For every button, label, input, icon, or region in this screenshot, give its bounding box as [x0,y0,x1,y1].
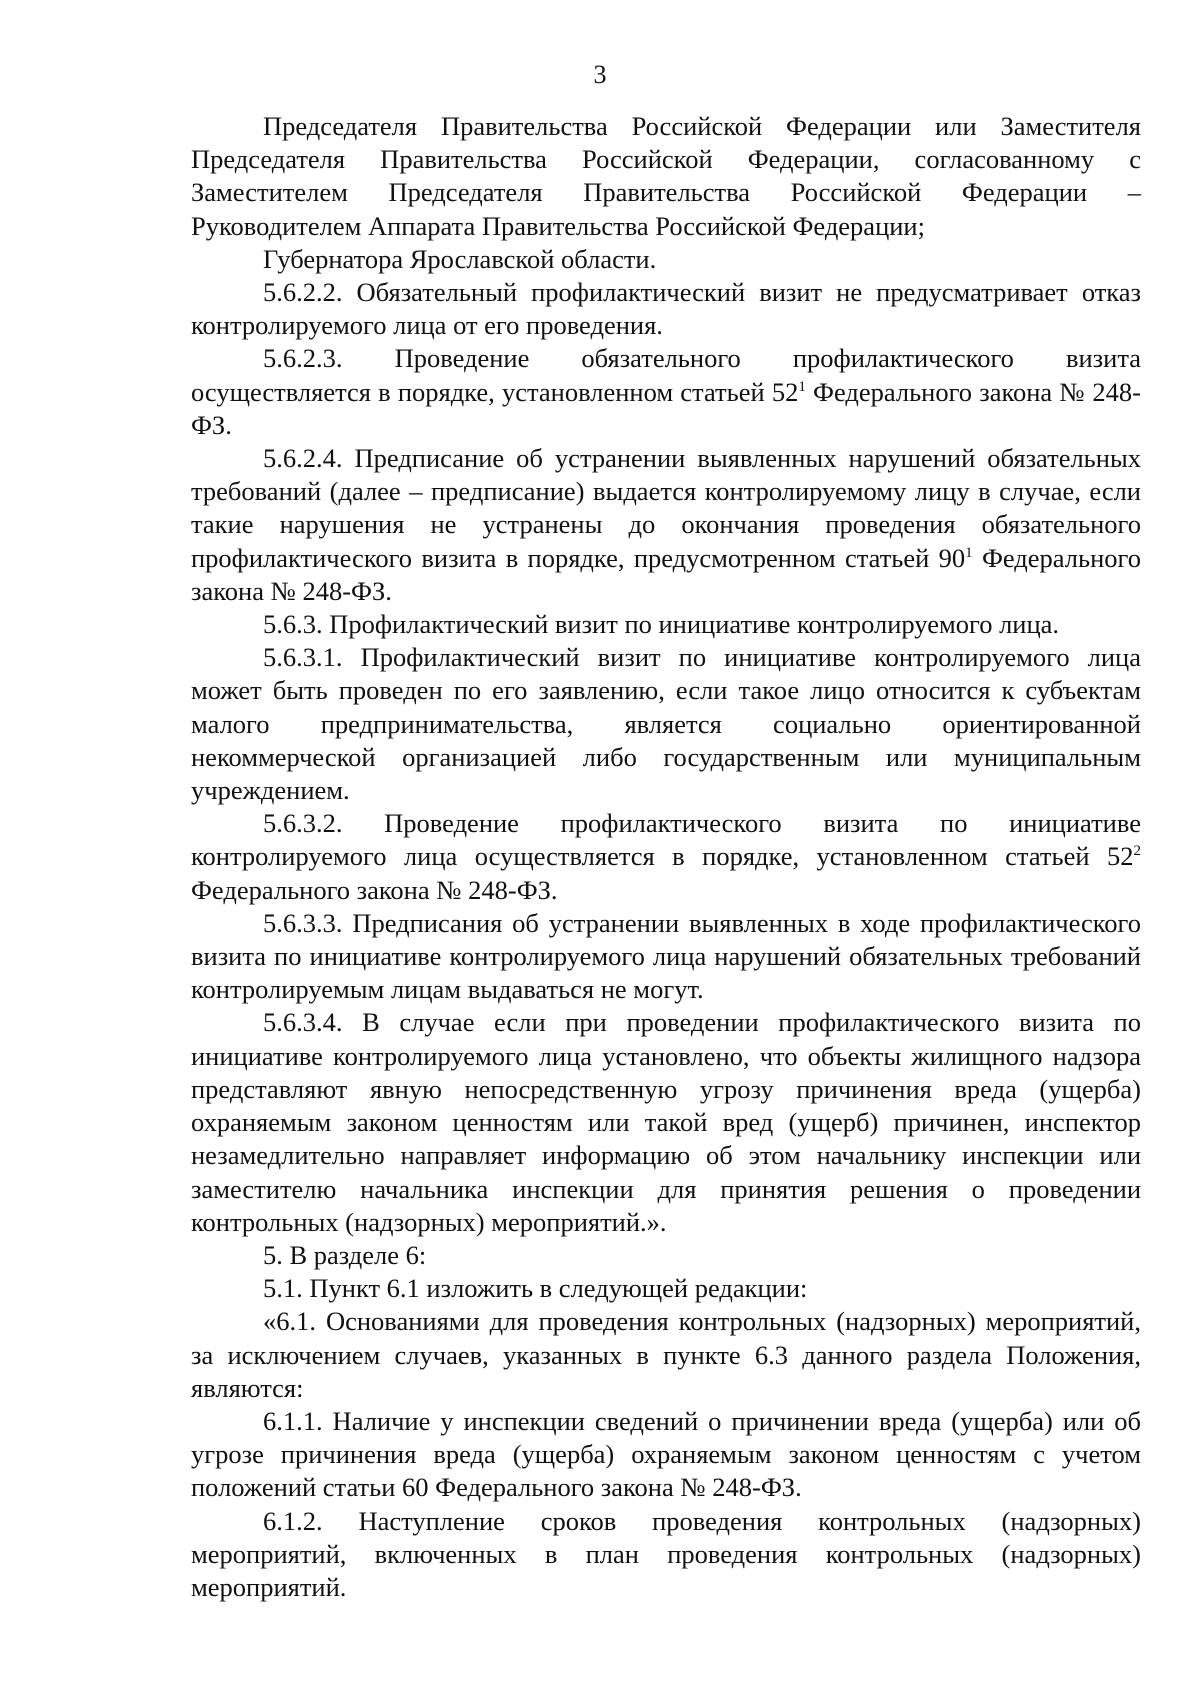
document-body [191,110,1141,1604]
paragraph-6-1: «6.1. Основаниями для проведения контрольных (надзорных) мероприятий, за исключением случаев, указанных в пункте 6.3 данного раздела Положения, являются: [191,1306,1141,1403]
paragraph-text: 5.6.2.4. Предписание об устранении выявленных нарушений обязательных требований (далее – предписание) выдается контролируемому лицу в случае, если такие нарушения не устранены до окончания проведения обязательного профилактического визита в порядке, предусмотренном статьей 90 [191,443,1141,573]
page-number: 3 [593,60,607,89]
paragraph-5-6-3-1: 5.6.3.1. Профилактический визит по инициативе контролируемого лица может быть проведен по его заявлению, если такое лицо относится к субъектам малого предпринимательства, является социально ориентированной некоммерческой организацией либо государственным или муниципальным учреждением. [191,642,1141,806]
paragraph-5-6-2-2: 5.6.2.2. Обязательный профилактический визит не предусматривает отказ контролируемого лица от его проведения. [191,277,1141,341]
paragraph-5-6-3-2 [191,807,1141,907]
superscript: 2 [1133,843,1141,860]
paragraph-5-6-3-4: 5.6.3.4. В случае если при проведении профилактического визита по инициативе контролируемого лица установлено, что объекты жилищного надзора представляют явную непосредственную угрозу причинения вреда (ущерба) охраняемым законом ценностям или такой вред (ущерб) причинен, инспектор незамедлительно направляет информацию об этом начальнику инспекции или заместителю начальника инспекции для принятия решения о проведении контрольных (надзорных) мероприятий.». [191,1007,1141,1237]
paragraph-5-1: 5.1. Пункт 6.1 изложить в следующей редакции: [263,1273,808,1304]
paragraph-text: Федерального закона № 248-ФЗ. [191,376,1141,440]
paragraph-continuation: Председателя Правительства Российской Федерации или Заместителя Председателя Правительства Российской Федерации, согласованному с Заместителем Председателя Правительства Российской Федерации – Руководителем Аппарата Правительства Российской Федерации; [191,111,1141,241]
paragraph-section-5: 5. В разделе 6: [263,1239,427,1270]
paragraph-text: 5.6.2.3. Проведение обязательного профилактического визита осуществляется в порядке, установленном статьей 52 [191,343,1141,407]
paragraph-text: Федерального закона № 248-ФЗ. [191,542,1141,606]
paragraph-governor: Губернатора Ярославской области. [263,243,657,274]
superscript: 1 [798,378,806,395]
paragraph-5-6-2-4 [191,442,1141,608]
paragraph-5-6-3-3: 5.6.3.3. Предписания об устранении выявленных в ходе профилактического визита по инициативе контролируемого лица нарушений обязательных требований контролируемым лицам выдаваться не могут. [191,907,1141,1005]
superscript: 1 [965,544,973,561]
paragraph-6-1-1: 6.1.1. Наличие у инспекции сведений о причинении вреда (ущерба) или об угрозе причинения вреда (ущерба) охраняемым законом ценностям с учетом положений статьи 60 Федерального закона № 248-ФЗ. [191,1405,1141,1503]
paragraph-text: Федерального закона № 248-ФЗ. [191,874,558,905]
paragraph-5-6-3: 5.6.3. Профилактический визит по инициативе контролируемого лица. [263,609,1060,640]
paragraph-5-6-2-3 [191,342,1141,442]
paragraph-6-1-2: 6.1.2. Наступление сроков проведения контрольных (надзорных) мероприятий, включенных в план проведения контрольных (надзорных) мероприятий. [191,1505,1141,1602]
paragraph-text: 5.6.3.2. Проведение профилактического визита по инициативе контролируемого лица осуществляется в порядке, установленном статьей 52 [191,808,1141,872]
